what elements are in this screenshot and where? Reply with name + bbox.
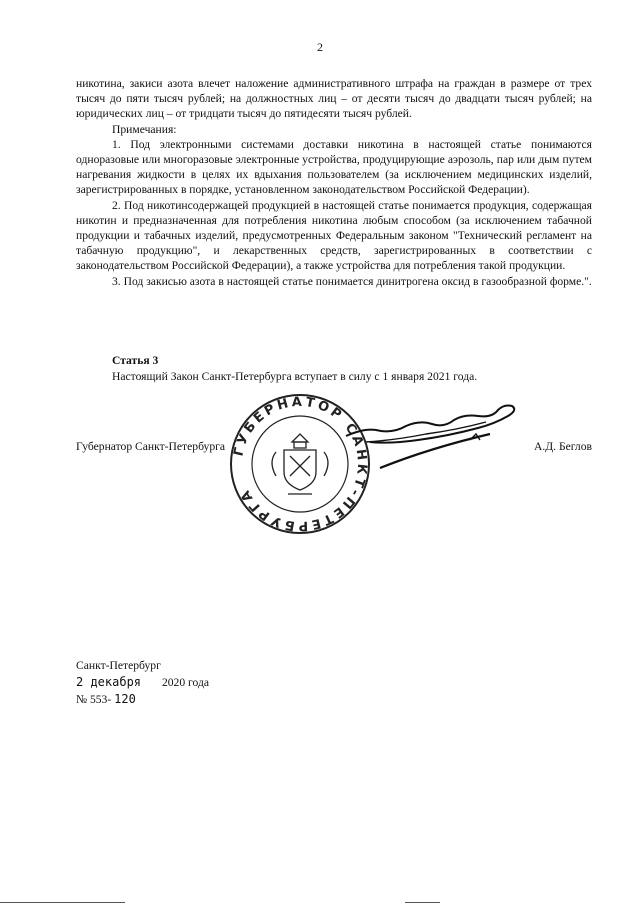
footer-number [76, 691, 209, 708]
law-body-text [76, 76, 592, 289]
footer-date [76, 674, 209, 691]
signatory-name: А.Д. Беглов [533, 440, 592, 453]
handwritten-signature [340, 398, 530, 478]
paragraph-penalty: никотина, закиси азота влечет наложение административного штрафа на граждан в размере от трех тысяч до пяти тысяч рублей; на должностных лиц – от десяти тысяч до двадцати тысяч рублей; на юридических лиц – от тридцати тысяч до пятидесяти тысяч рублей. [76, 77, 592, 121]
scan-edge-left [0, 902, 125, 903]
signatory-title: Губернатор Санкт-Петербурга [76, 440, 226, 453]
paragraph-note-3: 3. Под закисью азота в настоящей статье понимается динитрогена оксид в газообразной форме.". [112, 274, 592, 288]
date-handwritten: 2 декабря [76, 675, 142, 689]
page-number: 2 [317, 40, 323, 54]
paragraph-note-2: 2. Под никотинсодержащей продукцией в настоящей статье понимается продукция, содержащая никотин и предназначенная для потребления никотина любым способом (за исключением табачной продукции и табачных изделий, предусмотренных Федеральным законом "Технический регламент на табачную продукцию", и лекарственных средств, зарегистрированных в соответствии с законодательством Российской Федерации), а также устройства для потребления такой продукции. [76, 198, 592, 273]
scan-edge-right [405, 902, 440, 903]
article-heading: Статья 3 [112, 354, 159, 367]
coat-of-arms-icon [272, 434, 328, 494]
number-handwritten: 120 [114, 692, 136, 706]
footer-city: Санкт-Петербург [76, 659, 161, 672]
paragraph-notes-heading: Примечания: [112, 122, 177, 136]
number-prefix: № 553- [76, 693, 112, 706]
article-3 [112, 353, 477, 384]
date-suffix: 2020 года [161, 676, 209, 689]
paragraph-note-1: 1. Под электронными системами доставки никотина в настоящей статье понимаются одноразовые или многоразовые электронные устройства, продуцирующие аэрозоль, пар или дым путем нагревания жидкости в целях их вдыхания пользователем (за исключением медицинских изделий, зарегистрированных в порядке, установленном законодательством Российской Федерации). [76, 137, 592, 197]
svg-text:ГУБЕРНАТОР САНКТ-ПЕТЕРБУРГА: ГУБЕРНАТОР САНКТ-ПЕТЕРБУРГА [231, 394, 370, 534]
article-text: Настоящий Закон Санкт-Петербурга вступает в силу с 1 января 2021 года. [112, 369, 478, 383]
document-footer [76, 658, 209, 708]
